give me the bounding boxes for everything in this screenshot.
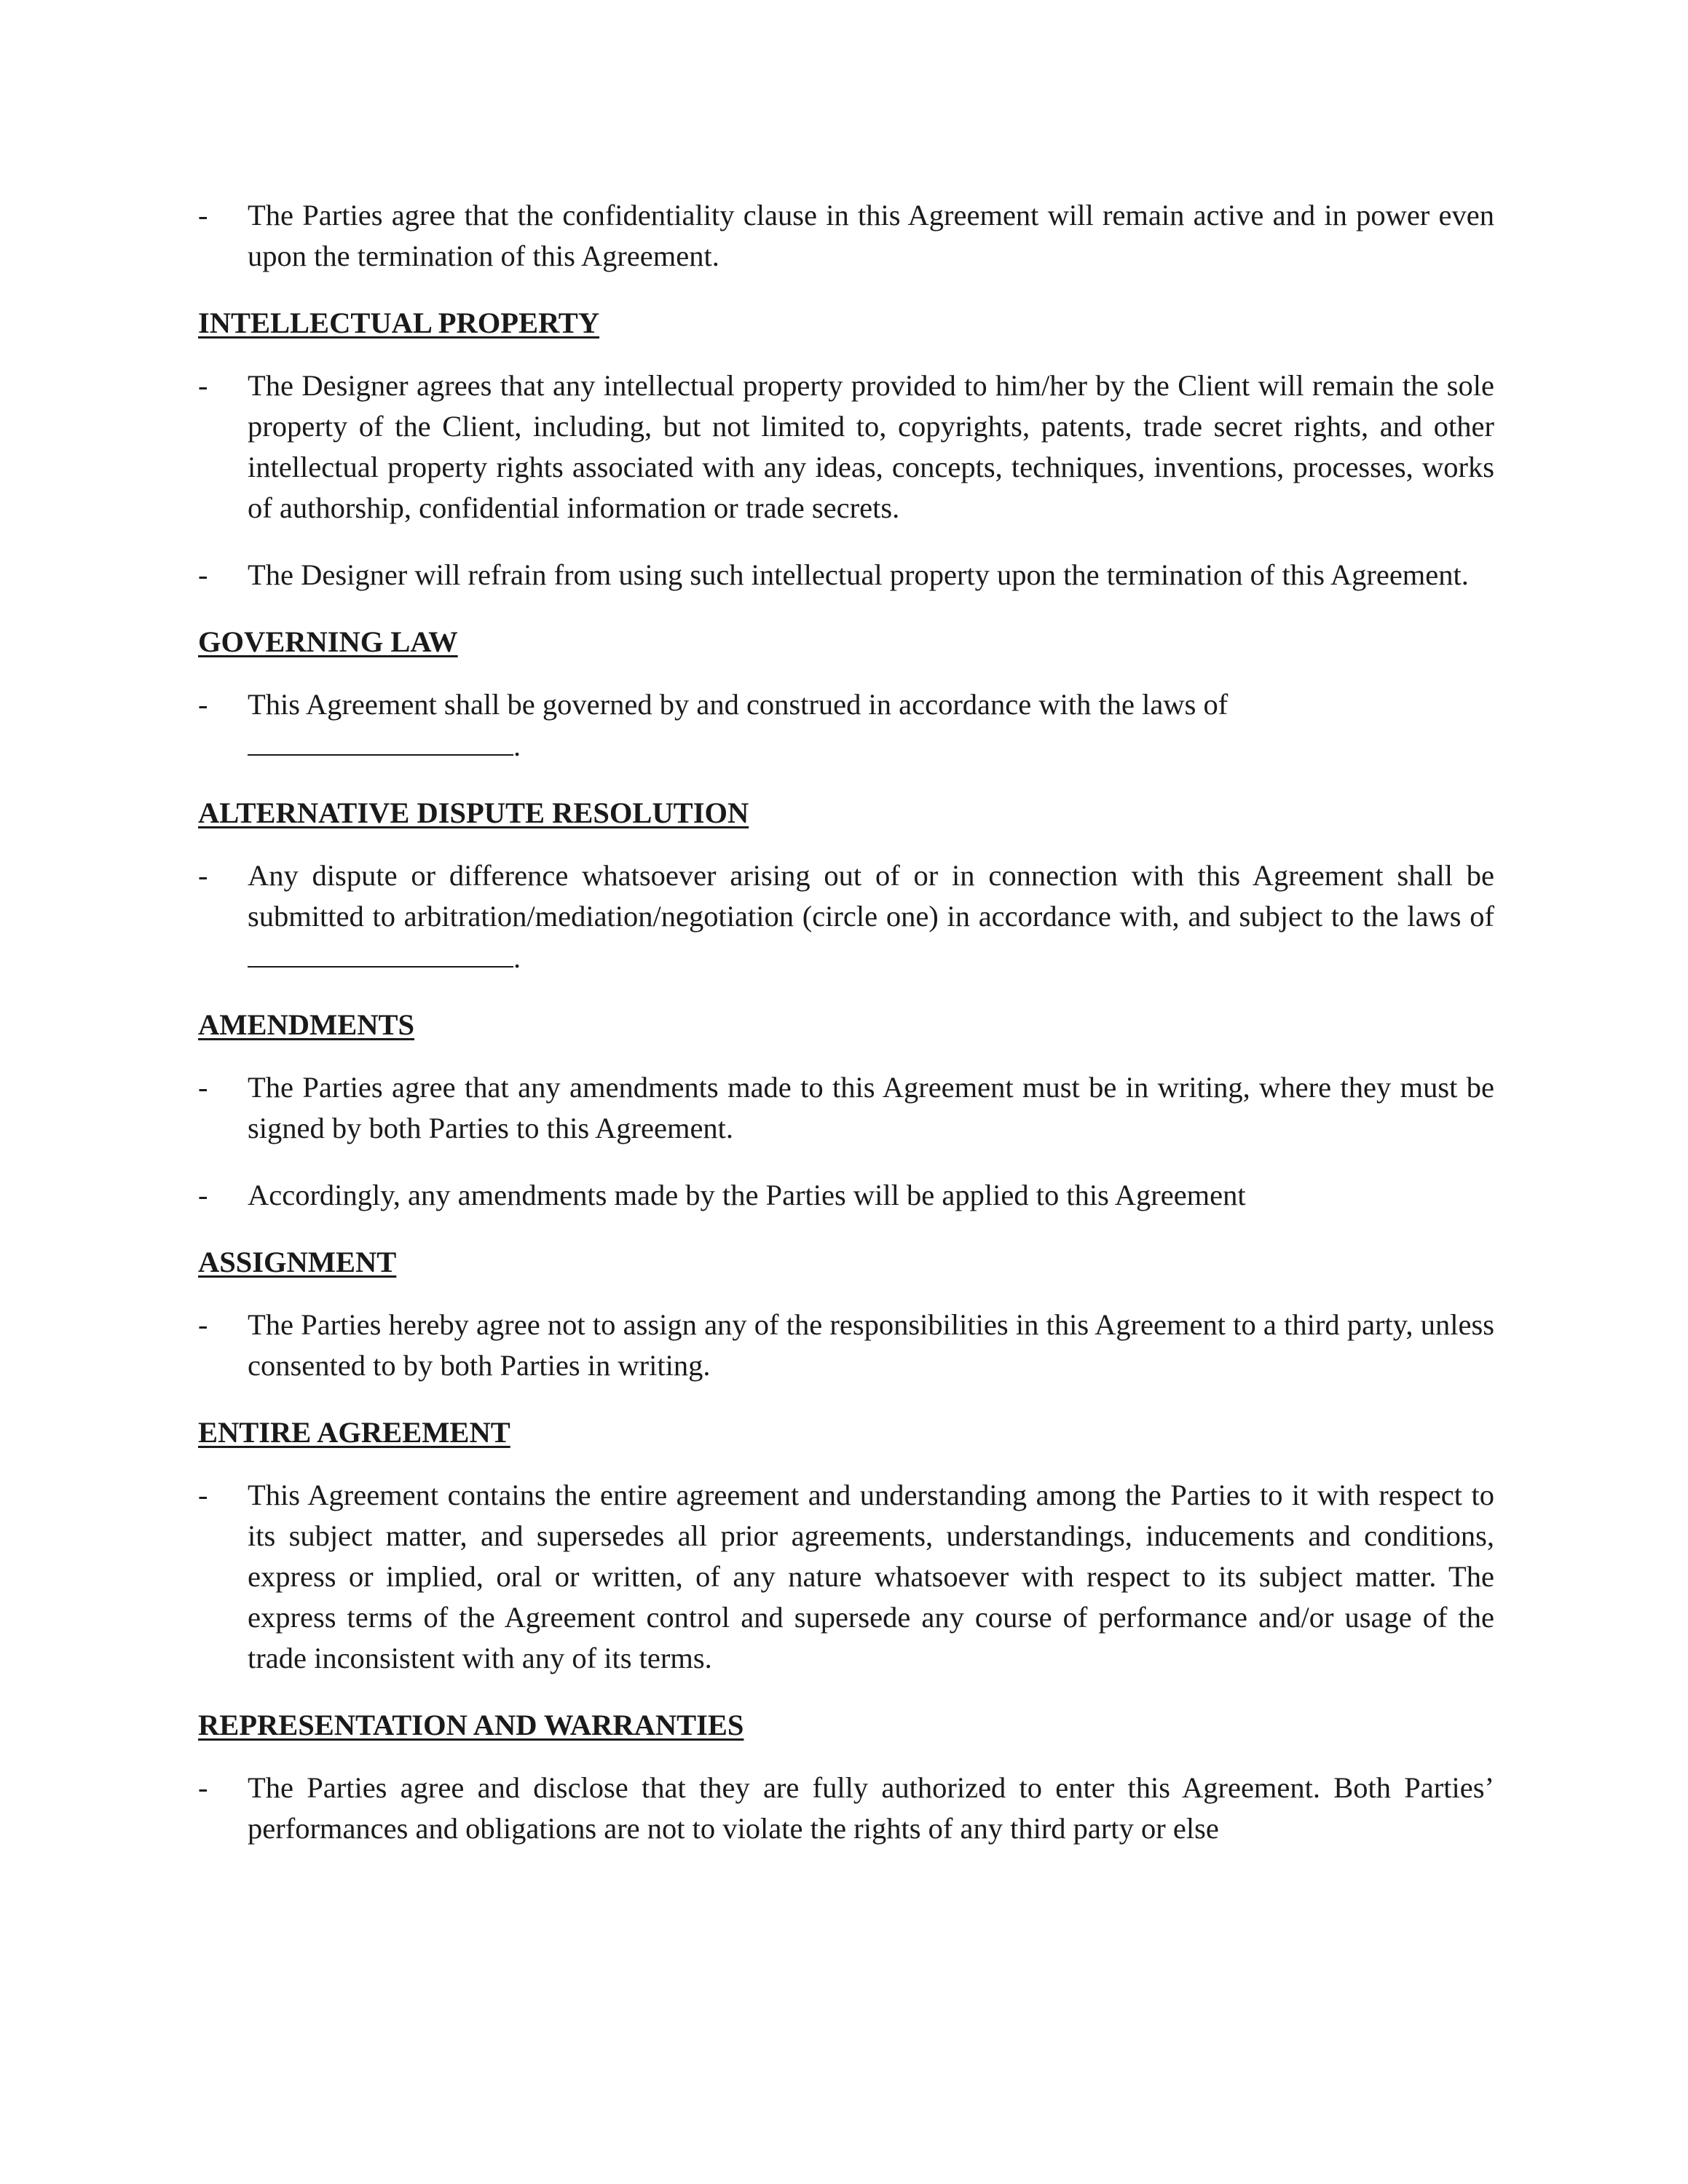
blank-line xyxy=(248,725,513,756)
item-text: This Agreement shall be governed by and construed in accordance with the laws of xyxy=(248,688,1228,721)
item-text: The Designer agrees that any intellectual property provided to him/her by the Client will remain the sole property of the Client, including, but not limited to, copyrights, patents, trade secret rights, and other intellectual property rights associated with any ideas, concepts, techniques, inventions, processes, works of authorship, confidential information or trade secrets. xyxy=(248,369,1494,524)
bullet-dash: - xyxy=(198,199,208,232)
list-item xyxy=(198,1305,1494,1386)
item-text: The Parties agree that the confidentiality clause in this Agreement will remain active and in power even upon the termination of this Agreement. xyxy=(248,199,1494,272)
section-heading-dispute-resolution: ALTERNATIVE DISPUTE RESOLUTION xyxy=(198,796,749,829)
bullet-dash: - xyxy=(198,369,208,402)
item-text: Accordingly, any amendments made by the Parties will be applied to this Agreement xyxy=(248,1179,1246,1211)
bullet-dash: - xyxy=(198,1479,208,1511)
list-item xyxy=(198,195,1494,277)
item-text: The Parties hereby agree not to assign any of the responsibilities in this Agreement to a third party, unless consented to by both Parties in writing. xyxy=(248,1308,1494,1382)
section-heading-representation-warranties: REPRESENTATION AND WARRANTIES xyxy=(198,1709,744,1741)
item-end: . xyxy=(513,941,521,974)
list-item xyxy=(198,365,1494,529)
list-item xyxy=(198,1475,1494,1679)
bullet-dash: - xyxy=(198,1308,208,1341)
list-item xyxy=(198,1768,1494,1849)
bullet-dash: - xyxy=(198,1771,208,1804)
blank-line xyxy=(248,937,513,968)
item-text: The Parties agree that any amendments made to this Agreement must be in writing, where they must be signed by both Parties to this Agreement. xyxy=(248,1071,1494,1144)
item-text: This Agreement contains the entire agreement and understanding among the Parties to it with respect to its subject matter, and supersedes all prior agreements, understandings, inducements and conditions, express or implied, oral or written, of any nature whatsoever with respect to its subject matter. The express terms of the Agreement control and supersede any course of performance and/or usage of the trade inconsistent with any of its terms. xyxy=(248,1479,1494,1674)
section-heading-assignment: ASSIGNMENT xyxy=(198,1246,397,1278)
list-item xyxy=(198,555,1494,596)
section-heading-entire-agreement: ENTIRE AGREEMENT xyxy=(198,1416,510,1449)
bullet-dash: - xyxy=(198,1179,208,1211)
item-text: Any dispute or difference whatsoever arising out of or in connection with this Agreement shall be submitted to arbitration/mediation/negotiation (circle one) in accordance with, and subject to the laws of xyxy=(248,859,1494,933)
list-item xyxy=(198,1067,1494,1149)
section-heading-intellectual-property: INTELLECTUAL PROPERTY xyxy=(198,306,600,339)
bullet-dash: - xyxy=(198,859,208,892)
list-item xyxy=(198,684,1494,767)
item-end: . xyxy=(513,729,521,762)
section-heading-amendments: AMENDMENTS xyxy=(198,1008,415,1041)
bullet-dash: - xyxy=(198,688,208,721)
bullet-dash: - xyxy=(198,1071,208,1104)
item-text: The Parties agree and disclose that they are fully authorized to enter this Agreement. Both Parties’ performances and obligations are not to violate the rights of any third party or else xyxy=(248,1771,1494,1845)
section-heading-governing-law: GOVERNING LAW xyxy=(198,625,458,658)
list-item xyxy=(198,855,1494,978)
document-page xyxy=(198,195,1494,1875)
list-item xyxy=(198,1175,1494,1216)
item-text: The Designer will refrain from using such intellectual property upon the termination of this Agreement. xyxy=(248,558,1469,591)
bullet-dash: - xyxy=(198,558,208,591)
fill-in-line xyxy=(248,725,1494,767)
